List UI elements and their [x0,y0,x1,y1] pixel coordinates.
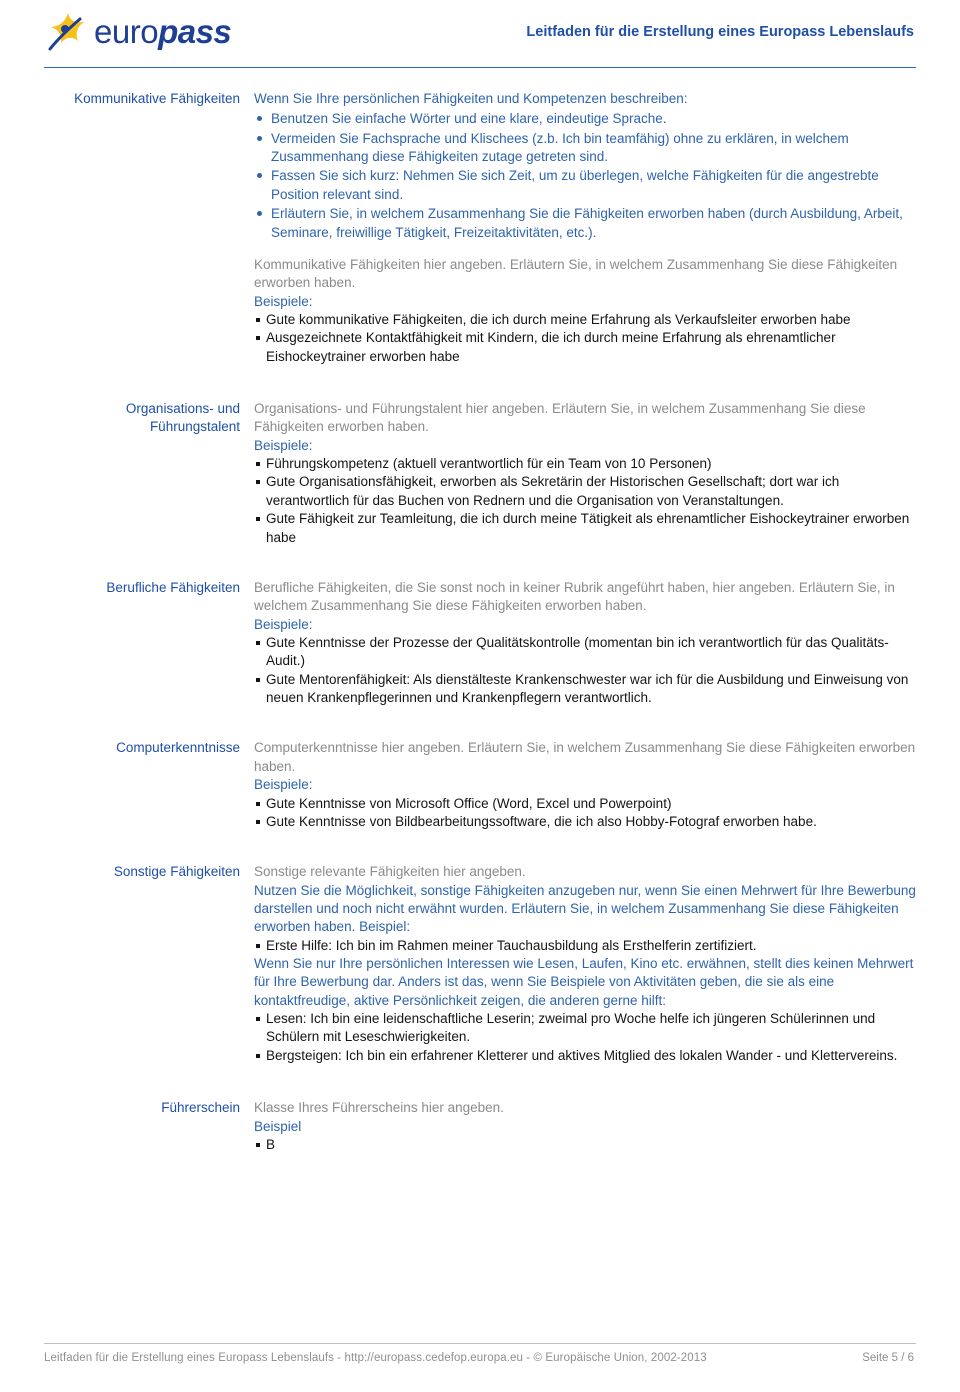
example-single-list [254,937,916,955]
section-body [254,90,916,366]
examples-label: Beispiel [254,1118,302,1134]
list-item: Benutzen Sie einfache Wörter und eine klare, eindeutige Sprache. [254,110,916,128]
list-item: Vermeiden Sie Fachsprache und Klischees (z.b. Ich bin teamfähig) ohne zu erklären, in welchem Zusammenhang diese Fähigkeiten zutage getreten sind. [254,130,916,167]
examples-list [254,1136,916,1154]
section-label: Organisations- und Führungstalent [125,401,240,435]
list-item: Gute Mentorenfähigkeit: Als dienstälteste Krankenschwester war ich für die Ausbildung und Einweisung von neuen Krankenpflegerinnen und Krankenpflegern verantwortlich. [254,671,916,708]
hint-text: Klasse Ihres Führerscheins hier angeben. [254,1100,504,1116]
section-fuehrerschein [44,1099,916,1154]
section-label: Computerkenntnisse [116,740,240,756]
examples-list [254,455,916,547]
section-label: Berufliche Fähigkeiten [106,579,240,595]
hint-text: Sonstige relevante Fähigkeiten hier angeben. [254,864,526,880]
examples-list [254,1010,916,1065]
section-organisations-und-fuehrungstalent [44,400,916,547]
note-text-2: Wenn Sie nur Ihre persönlichen Interessen wie Lesen, Laufen, Kino etc. erwähnen, stellt dies keinen Mehrwert für Ihre Bewerbung dar. Anders ist das, wenn Sie Beispiele von Aktivitäten geben, die sie als eine kontaktfreudige, aktive Persönlichkeit zeigen, die anderen gerne hilft: [254,956,914,1008]
list-item: Lesen: Ich bin eine leidenschaftliche Leserin; zweimal pro Woche helfe ich jüngeren Schülerinnen und Schülern mit Leseschwierigkeiten. [254,1010,916,1047]
section-body [254,1099,916,1154]
hint-text: Organisations- und Führungstalent hier angeben. Erläutern Sie, in welchem Zusammenhang Sie diese Fähigkeiten erworben haben. [254,401,866,435]
section-berufliche-faehigkeiten [44,579,916,708]
document-content [44,68,916,1154]
section-kommunikative-faehigkeiten [44,90,916,366]
section-label: Kommunikative Fähigkeiten [74,91,240,106]
page-footer [44,1343,916,1364]
footer-source-text: Leitfaden für die Erstellung eines Europass Lebenslaufs - http://europass.cedefop.europa.eu - © Europäische Union, 2002-2013 [44,1352,707,1364]
examples-list [254,795,916,832]
logo-pass-text: pass [158,12,232,50]
list-item: Gute Kenntnisse von Microsoft Office (Word, Excel und Powerpoint) [254,795,916,813]
list-item: Gute Kenntnisse der Prozesse der Qualitätskontrolle (momentan bin ich verantwortlich für das Qualitäts-Audit.) [254,634,916,671]
list-item: Führungskompetenz (aktuell verantwortlich für ein Team von 10 Personen) [254,455,916,473]
list-item: Gute Kenntnisse von Bildbearbeitungssoftware, die ich also Hobby-Fotograf erworben habe. [254,813,916,831]
section-body [254,739,916,831]
star-icon [44,9,90,55]
examples-list [254,634,916,707]
list-item: Fassen Sie sich kurz: Nehmen Sie sich Zeit, um zu überlegen, welche Fähigkeiten für die angestrebte Position relevant sind. [254,167,916,204]
section-body [254,400,916,547]
examples-label: Beispiele: [254,437,313,453]
section-body [254,579,916,708]
list-item: Erste Hilfe: Ich bin im Rahmen meiner Tauchausbildung als Ersthelferin zertifiziert. [254,937,916,955]
tips-list [254,110,916,242]
europass-logo [44,9,231,55]
list-item: Gute kommunikative Fähigkeiten, die ich durch meine Erfahrung als Verkaufsleiter erworben habe [254,311,916,329]
section-label: Führerschein [161,1100,240,1116]
section-computerkenntnisse [44,739,916,831]
intro-text: Wenn Sie Ihre persönlichen Fähigkeiten und Kompetenzen beschreiben: [254,91,688,106]
hint-text: Berufliche Fähigkeiten, die Sie sonst noch in keiner Rubrik angeführt haben, hier angeben. Erläutern Sie, in welchem Zusammenhang Sie diese Fähigkeiten erworben haben. [254,579,895,614]
list-item: B [254,1136,916,1154]
section-label: Sonstige Fähigkeiten [113,864,240,880]
list-item: Bergsteigen: Ich bin ein erfahrener Kletterer und aktives Mitglied des lokalen Wander - und Klettervereins. [254,1047,916,1065]
page-number: Seite 5 / 6 [862,1352,914,1364]
hint-text: Computerkenntnisse hier angeben. Erläutern Sie, in welchem Zusammenhang Sie diese Fähigkeiten erworben haben. [254,740,916,774]
logo-euro-text: euro [94,12,159,50]
page-header [44,0,916,68]
examples-list [254,311,916,366]
list-item: Ausgezeichnete Kontaktfähigkeit mit Kindern, die ich durch meine Erfahrung als ehrenamtlicher Eishockeytrainer erworben habe [254,329,916,366]
examples-label: Beispiele: [254,293,313,309]
section-sonstige-faehigkeiten [44,863,916,1065]
hint-text: Kommunikative Fähigkeiten hier angeben. Erläutern Sie, in welchem Zusammenhang Sie diese Fähigkeiten erworben haben. [254,256,898,291]
list-item: Erläutern Sie, in welchem Zusammenhang Sie die Fähigkeiten erworben haben (durch Ausbildung, Arbeit, Seminare, freiwillige Tätigkeit, Freizeitaktivitäten, etc.). [254,205,916,242]
section-body [254,863,916,1065]
europass-wordmark [94,13,231,51]
header-title: Leitfaden für die Erstellung eines Europass Lebenslaufs [526,23,914,40]
note-text-1: Nutzen Sie die Möglichkeit, sonstige Fähigkeiten anzugeben nur, wenn Sie einen Mehrwert für Ihre Bewerbung darstellen und noch nicht erwähnt wurden. Erläutern Sie, in welchem Zusammenhang Sie diese Fähigkeiten erworben haben. Beispiel: [254,882,916,935]
list-item: Gute Fähigkeit zur Teamleitung, die ich durch meine Tätigkeit als ehrenamtlicher Eishockeytrainer erworben habe [254,510,916,547]
list-item: Gute Organisationsfähigkeit, erworben als Sekretärin der Historischen Gesellschaft; dort war ich verantwortlich für das Buchen von Rednern und die Organisation von Veranstaltungen. [254,473,916,510]
examples-label: Beispiele: [254,616,313,632]
examples-label: Beispiele: [254,777,313,793]
